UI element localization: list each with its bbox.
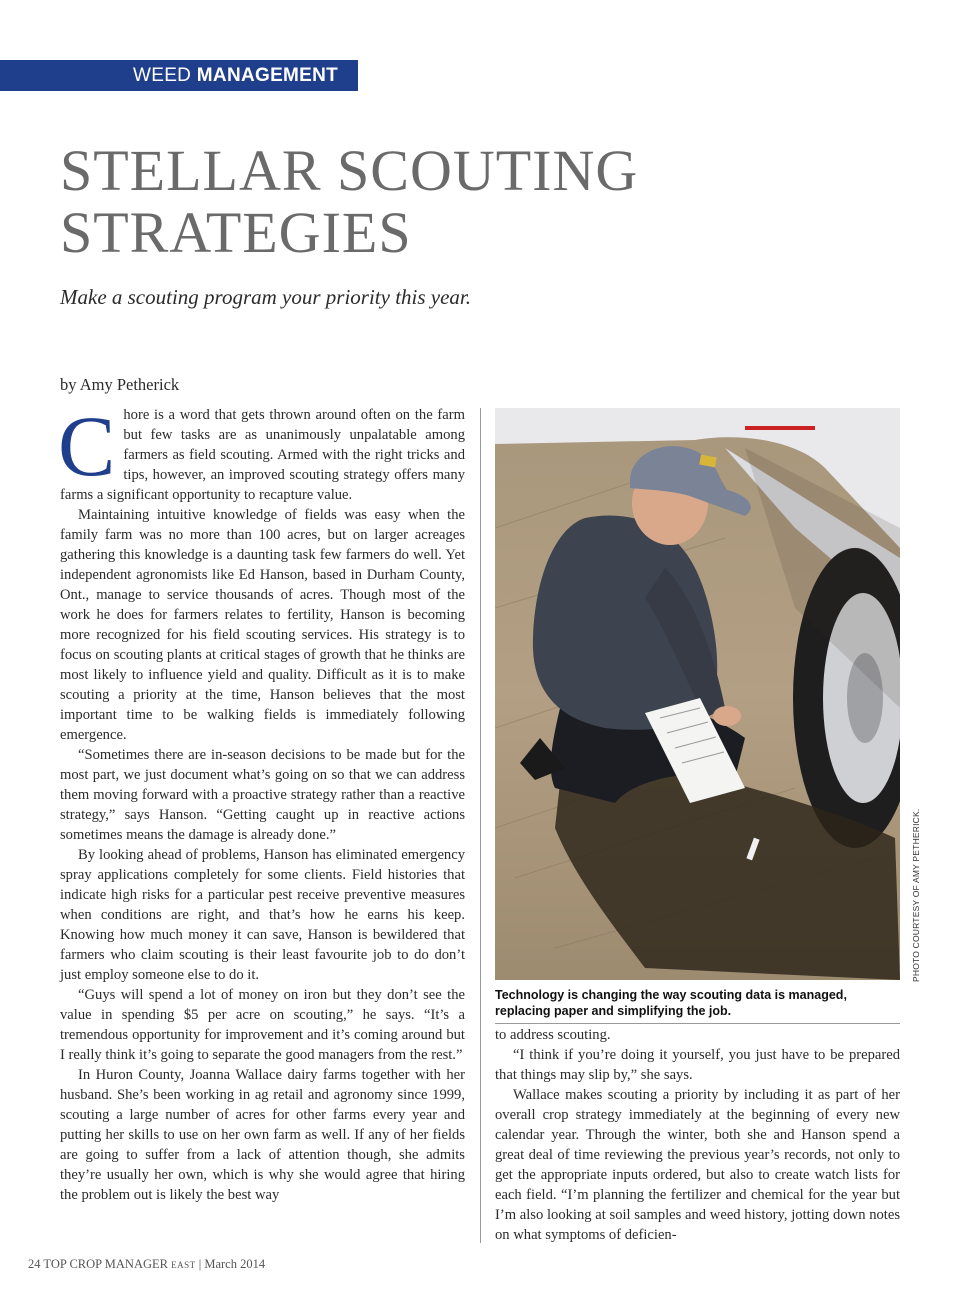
publication-edition: EAST — [171, 1260, 196, 1270]
article-deck: Make a scouting program your priority this year. — [60, 285, 472, 309]
paragraph-text: hore is a word that gets thrown around often on the farm but few tasks are as unanimously unpalatable among farmers as field scouting. Armed with the right tricks and tips, however, an improved scouting strategy offers many farms a significant opportunity to recapture value. — [60, 407, 465, 503]
section-header — [0, 60, 358, 91]
article-title — [60, 140, 760, 264]
footer-separator: | — [198, 1257, 202, 1271]
paragraph: “Sometimes there are in-season decisions to be made but for the most part, we just document what’s going on so that we can address them moving forward with a proactive strategy rather than a reactive strategy,” says Hanson. “Getting caught up in reactive actions sometimes means the damage is already done.” — [60, 747, 465, 843]
paragraph: In Huron County, Joanna Wallace dairy farms together with her husband. She’s been working in ag retail and agronomy since 1999, scouting a large number of acres for other farms every year and putting her skills to use on her own farm as well. If any of her fields are going to suffer from a lack of attention though, she admits they’re usually her own, which is why she would agree that hiring the problem out is likely the best way — [60, 1067, 465, 1203]
paragraph: to address scouting. — [495, 1027, 611, 1043]
photo-caption: Technology is changing the way scouting data is managed, replacing paper and simplifying the job. — [495, 987, 900, 1024]
title-line-1: STELLAR SCOUTING — [60, 138, 639, 203]
paragraph: Wallace makes scouting a priority by including it as part of her overall crop strategy immediately at the beginning of every new calendar year. Through the winter, both she and Hanson spend a great deal of time reviewing the previous year’s records, not only to get the appropriate inputs ordered, but also to create watch lists for each field. “I’m planning the fertilizer and chemical for the year but I’m also looking at soil samples and weed history, jotting down notes on what symptoms of deficien- — [495, 1087, 900, 1243]
page-footer — [28, 1257, 265, 1272]
title-line-2: STRATEGIES — [60, 200, 412, 265]
article-photo — [495, 408, 900, 980]
byline: by Amy Petherick — [60, 375, 180, 394]
paragraph — [58, 398, 465, 505]
paragraph: “Guys will spend a lot of money on iron but they don’t see the value in spending $5 per acre on scouting,” he says. “It’s a tremendous opportunity for improvement and it’s coming around but I really think it’s going to separate the good managers from the rest.” — [60, 987, 465, 1063]
section-emphasis: MANAGEMENT — [196, 65, 339, 86]
paragraph: Maintaining intuitive knowledge of fields was easy when the family farm was no more than 100 acres, but on larger acreages gathering this knowledge is a daunting task few farmers do well. Yet independent agronomists like Ed Hanson, based in Durham County, Ont., manage to service thousands of acres. Though most of the work he does for farmers relates to fertility, Hanson is becoming more recognized for his field scouting services. His strategy is to focus on scouting plants at critical stages of growth that he thinks are most likely to influence yield and quality. Difficult as it is to make scouting a priority at the time, Hanson believes that the most important time to be walking fields is immediately following emergence. — [60, 507, 465, 743]
photo-illustration — [495, 408, 900, 980]
body-column-right — [495, 1025, 900, 1245]
body-column-left — [58, 398, 465, 1205]
photo-credit: PHOTO COURTESY OF AMY PETHERICK. — [911, 808, 921, 982]
drop-cap: C — [58, 398, 116, 494]
publication-name: TOP CROP MANAGER — [43, 1257, 168, 1271]
issue-date: March 2014 — [204, 1257, 266, 1271]
page-number: 24 — [28, 1257, 41, 1271]
column-divider — [480, 408, 481, 1243]
paragraph: By looking ahead of problems, Hanson has eliminated emergency spray applications completely for some clients. Field histories that indicate high risks for a particular pest receive preventive measures when conditions are right, and that’s how he earns his keep. Knowing how much money it can save, Hanson is bewildered that farmers who claim scouting is their least favourite job to do don’t just employ someone else to do it. — [60, 847, 465, 983]
paragraph: “I think if you’re doing it yourself, you just have to be prepared that things may slip by,” she says. — [495, 1047, 900, 1083]
section-prefix: WEED — [133, 65, 192, 86]
